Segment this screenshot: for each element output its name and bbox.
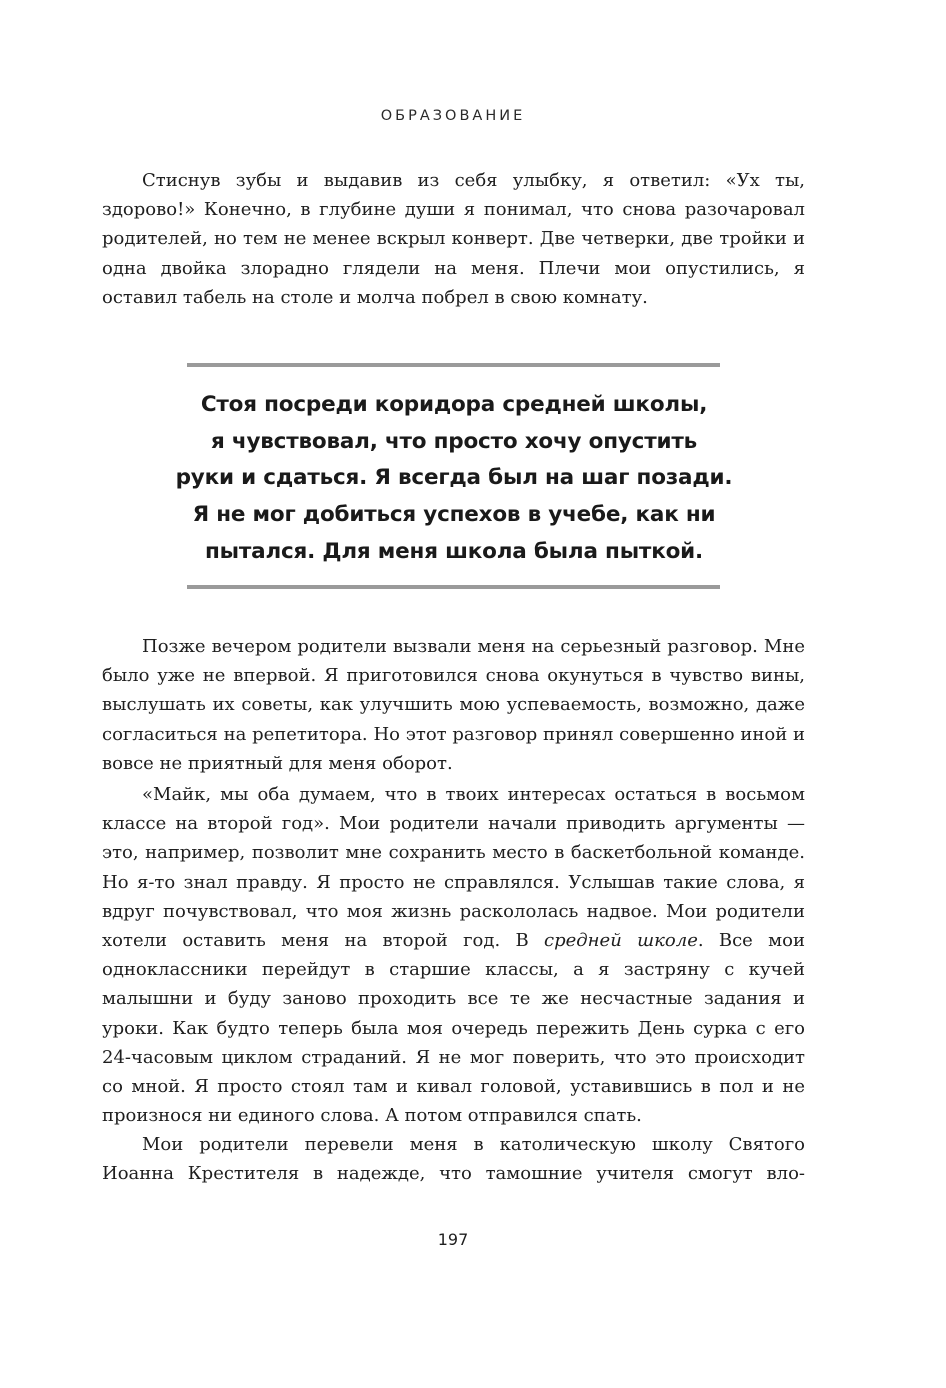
- running-head: ОБРАЗОВАНИЕ: [380, 108, 526, 124]
- body-paragraph: [102, 780, 805, 1130]
- body-paragraph: Стиснув зубы и выдавив из себя улыбку, я ответил: «Ух ты, здорово!» Конечно, в глубине души я понимал, что снова разочаровал родителей, но тем не менее вскрыл конверт. Две четверки, две тройки и одна двойка злорадно глядели на меня. Плечи мои опустились, я оставил табель на столе и молча побрел в свою комнату.: [102, 170, 805, 308]
- paragraph-text: . Все мои одноклассники перейдут в старшие классы, а я застряну с кучей малышни и буду заново проходить все те же несчастные задания и уроки. Как будто теперь была моя очередь пережить День сурка с его 24-часовым циклом страданий. Я не мог поверить, что это происходит со мной. Я просто стоял там и кивал головой, уставившись в пол и не произнося ни единого слова. А потом отправился спать.: [102, 930, 805, 1127]
- pull-quote-bottom-rule: [187, 585, 720, 589]
- pull-quote-line: я чувствовал, что просто хочу опустить: [211, 428, 697, 454]
- pull-quote-line: Я не мог добиться успехов в учебе, как ни: [192, 502, 716, 528]
- pull-quote-line: руки и сдаться. Я всегда был на шаг позади.: [175, 465, 733, 491]
- paragraph-text: «Майк, мы оба думаем, что в твоих интересах остаться в восьмом классе на второй год». Мои родители начали приводить аргументы — это, например, позволит мне сохранить место в баскетбольной команде. Но я-то знал правду. Я просто не справлялся. Услышав такие слова, я вдруг почувствовал, что моя жизнь раскололась надвое. Мои родители хотели оставить меня на второй год. В: [102, 784, 805, 952]
- pull-quote: [150, 387, 758, 571]
- body-paragraph: Мои родители перевели меня в католическую школу Святого Иоанна Крестителя в надежде, что тамошние учителя смогут вло-: [102, 1134, 805, 1185]
- pull-quote-line: Стоя посреди коридора средней школы,: [200, 392, 708, 417]
- emphasized-text: средней школе: [544, 930, 698, 952]
- pull-quote-top-rule: [187, 363, 720, 367]
- page-number: 197: [437, 1230, 469, 1249]
- pull-quote-line: пытался. Для меня школа была пыткой.: [205, 538, 703, 564]
- body-paragraph: Позже вечером родители вызвали меня на серьезный разговор. Мне было уже не впервой. Я приготовился снова окунуться в чувство вины, выслушать их советы, как улучшить мою успеваемость, возможно, даже согласиться на репетитора. Но этот разговор принял совершенно иной и вовсе не приятный для меня оборот.: [102, 636, 805, 774]
